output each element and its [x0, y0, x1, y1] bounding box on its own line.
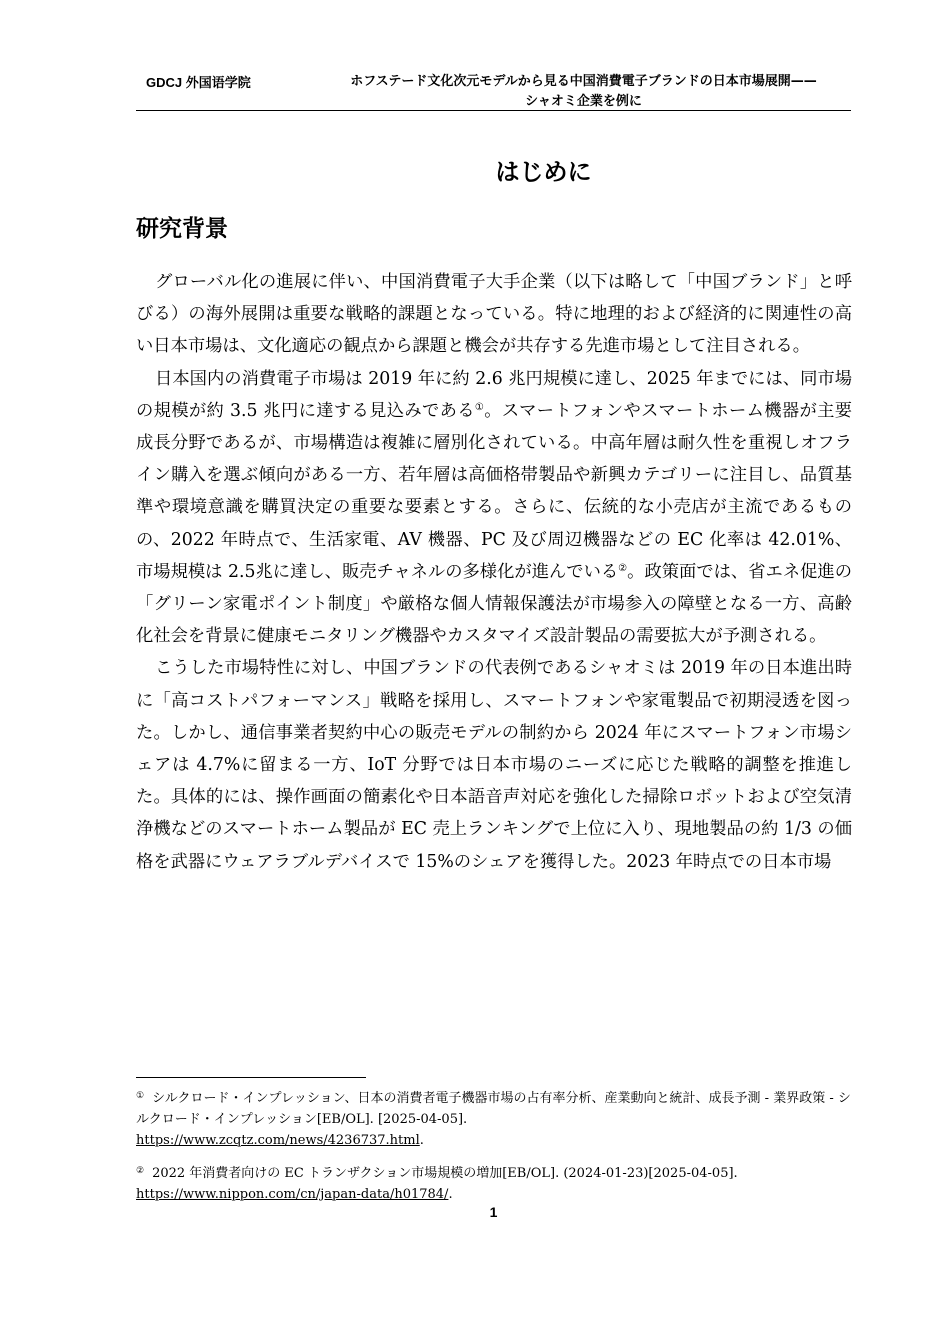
footnote-2-link[interactable]: https://www.nippon.com/cn/japan-data/h01784/: [136, 1187, 449, 1202]
chapter-title: はじめに: [495, 158, 592, 186]
footnote-2-mark: ②: [136, 1166, 145, 1176]
footnote-ref-1[interactable]: ①: [474, 401, 485, 413]
paragraph-1: グローバル化の進展に伴い、中国消費電子大手企業（以下は略して「中国ブランド」と呼びる）の海外展開は重要な戦略的課題となっている。特に地理的および経済的に関連性の高い日本市場は、文化適応の観点から課題と機会が共存する先進市場として注目される。: [136, 272, 852, 357]
footnote-1-text: シルクロード・インプレッション、日本の消費者電子機器市場の占有率分析、産業動向と統計、成長予測 - 業界政策 - シルクロード・インプレッション[EB/OL]. [2025-04-05].: [136, 1091, 851, 1127]
header-title-line1: ホフステード文化次元モデルから見る中国消費電子ブランドの日本市場展開——: [350, 74, 817, 89]
paragraph-2: [136, 363, 852, 653]
page-number: 1: [489, 1204, 498, 1220]
header-title-line2: シャオミ企業を例に: [525, 94, 642, 109]
section-title: 研究背景: [136, 216, 228, 242]
footnote-1: ① シルクロード・インプレッション、日本の消費者電子機器市場の占有率分析、産業動向と統計、成長予測 - 業界政策 - シルクロード・インプレッション[EB/OL]. [2025-04-05]. https://www.zcqtz.com/news/4236737.html.: [136, 1091, 851, 1148]
footnote-1-link[interactable]: https://www.zcqtz.com/news/4236737.html: [136, 1133, 420, 1148]
footnote-divider: [136, 1077, 366, 1078]
footnote-1-mark: ①: [136, 1091, 145, 1101]
footnote-2-text: 2022 年消費者向けの EC トランザクション市場規模の増加[EB/OL]. (2024-01-23)[2025-04-05].: [152, 1166, 738, 1181]
paragraph-3: こうした市場特性に対し、中国ブランドの代表例であるシャオミは 2019 年の日本進出時に「高コストパフォーマンス」戦略を採用し、スマートフォンや家電製品で初期浸透を図った。しかし、通信事業者契約中心の販売モデルの制約から 2024 年にスマートフォン市場シェアは 4.7%に留まる一方、IoT 分野では日本市場のニーズに応じた戦略的調整を推進した。具体的には、操作画面の簡素化や日本語音声対応を強化した掃除ロボットおよび空気清浄機などのスマートホーム製品が EC 売上ランキングで上位に入り、現地製品の約 1/3 の価格を武器にウェアラブルデバイスで 15%のシェアを獲得した。2023 年時点での日本市場: [136, 658, 852, 872]
footnotes: [136, 1086, 852, 1215]
body-text: [136, 266, 852, 878]
paragraph-2-part-b: 。スマートフォンやスマートホーム機器が主要成長分野であるが、市場構造は複雑に層別化されている。中高年層は耐久性を重視しオフライン購入を選ぶ傾向がある一方、若年層は高価格帯製品や新興カテゴリーに注目し、品質基準や環境意識を購買決定の重要な要素とする。さらに、伝統的な小売店が主流であるものの、2022 年時点で、生活家電、AV 機器、PC 及び周辺機器などの EC 化率は 42.01%、市場規模は 2.5兆に達し、販売チャネルの多様化が進んでいる: [136, 400, 852, 582]
header-divider: [136, 110, 851, 111]
footnote-ref-2[interactable]: ②: [618, 562, 628, 574]
running-header: [136, 66, 851, 110]
header-institution: GDCJ 外国语学院: [146, 75, 251, 90]
paragraph-2-part-a: 日本国内の消費電子市場は 2019 年に約 2.6 兆円規模に達し、2025 年までには、同市場の規模が約 3.5 兆円に達する見込みである: [136, 368, 852, 421]
footnote-2: ② 2022 年消費者向けの EC トランザクション市場規模の増加[EB/OL]. (2024-01-23)[2025-04-05]. https://www.nippon.com/cn/japan-data/h01784/.: [136, 1166, 738, 1202]
header-title: [316, 72, 851, 112]
paragraph-2-part-c: 。政策面では、省エネ促進の「グリーン家電ポイント制度」や厳格な個人情報保護法が市場参入の障壁となる一方、高齢化社会を背景に健康モニタリング機器やカスタマイズ設計製品の需要拡大が予測される。: [136, 561, 852, 647]
